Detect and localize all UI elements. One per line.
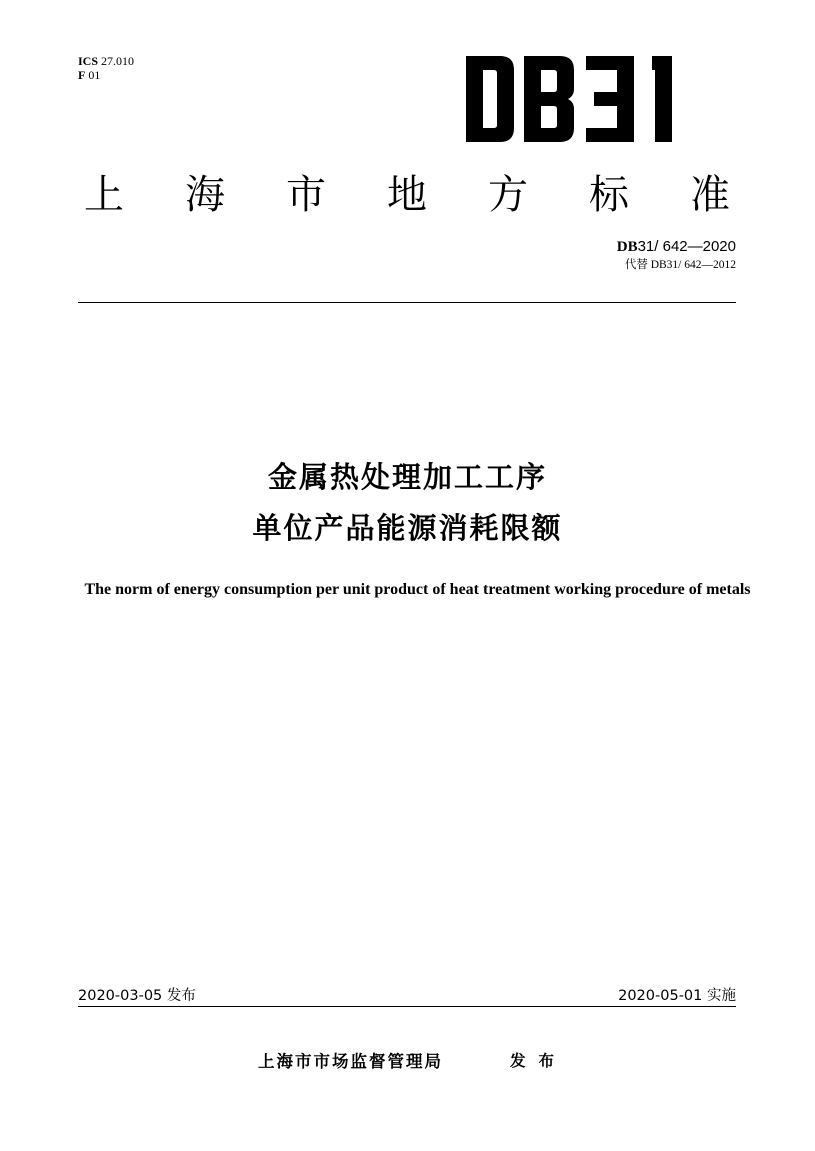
top-divider	[78, 302, 736, 303]
ccs-code: 01	[88, 68, 101, 82]
ccs-label: F	[78, 68, 86, 82]
bottom-divider	[78, 1006, 736, 1007]
chinese-title-line-2: 单位产品能源消耗限额	[252, 511, 563, 545]
implement-date: 2020-05-01 实施	[618, 988, 736, 1004]
issuing-authority: 上海市市场监督管理局	[258, 1052, 443, 1071]
db31-logo	[466, 56, 692, 142]
ics-label: ICS	[78, 54, 99, 68]
logo-digit-3	[586, 56, 634, 142]
chinese-title-line-1: 金属热处理加工工序	[267, 460, 547, 494]
issue-action: 发布	[510, 1052, 568, 1070]
replaces-standard: 代替 DB31/ 642—2012	[624, 259, 736, 271]
ics-code: 27.010	[101, 54, 135, 68]
standard-type-char: 市	[286, 171, 326, 218]
publish-date: 2020-03-05 发布	[78, 988, 196, 1004]
standard-type-char: 地	[387, 171, 427, 218]
standard-number-code: 31/ 642—2020	[637, 238, 736, 255]
standard-type-char: 标	[589, 171, 629, 218]
standard-type-char: 准	[690, 171, 730, 218]
standard-number-prefix: DB	[616, 239, 638, 255]
standard-type-heading	[78, 166, 736, 216]
standard-type-char: 上	[84, 171, 124, 218]
standard-type-char: 方	[488, 171, 528, 218]
ics-line	[78, 54, 134, 68]
logo-letter-b	[524, 56, 574, 142]
classification-codes	[78, 54, 134, 82]
logo-letter-d	[466, 56, 514, 142]
logo-digit-1	[652, 56, 672, 142]
standard-number	[617, 238, 736, 256]
ccs-line	[78, 68, 134, 82]
standard-type-char: 海	[185, 171, 225, 218]
english-title: The norm of energy consumption per unit product of heat treatment working procedure of metals	[84, 581, 751, 598]
